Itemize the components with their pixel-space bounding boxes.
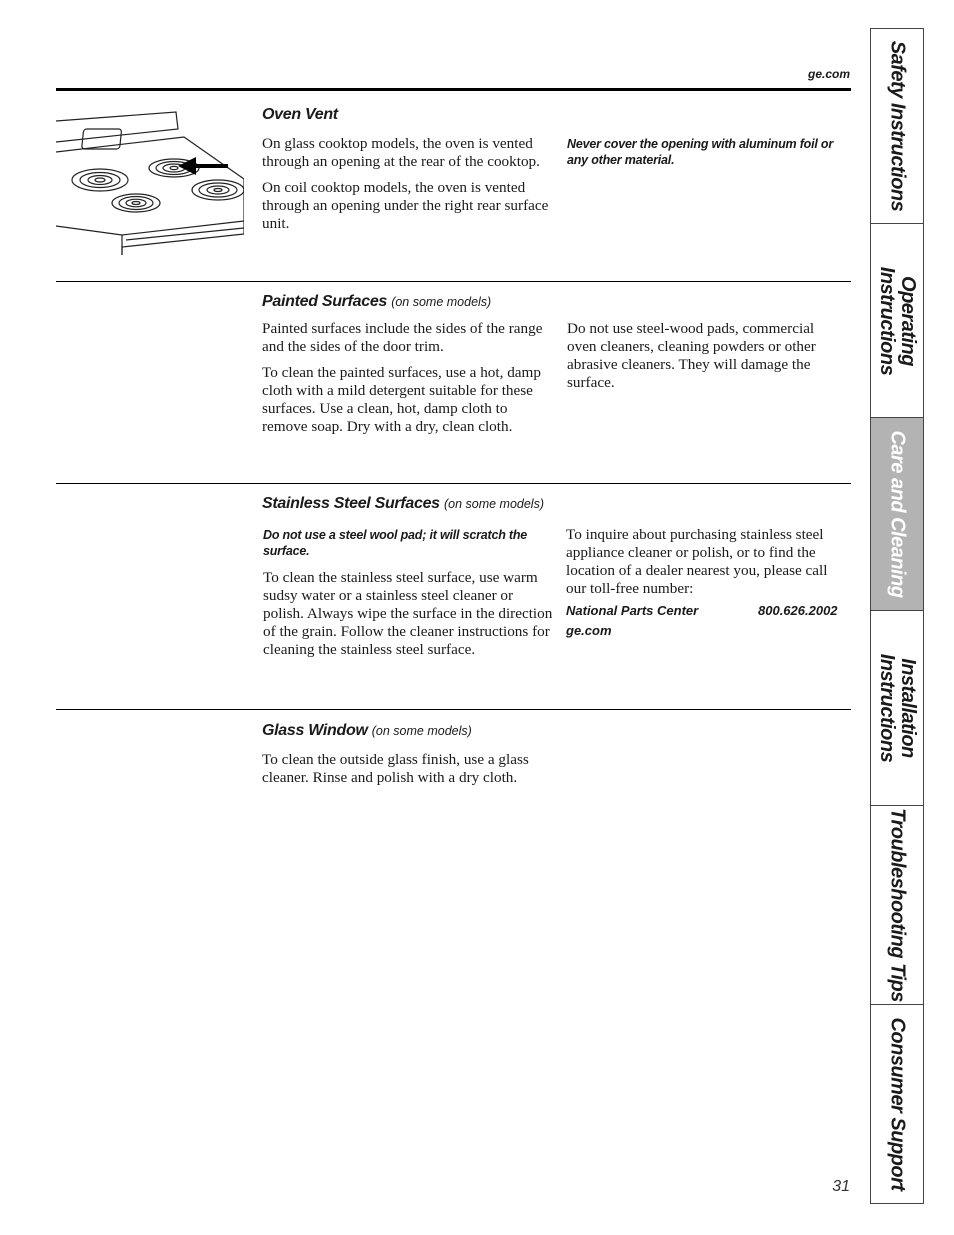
section-divider — [56, 281, 851, 282]
tab-operating-instructions[interactable]: Operating Instructions — [871, 224, 923, 418]
page-number: 31 — [832, 1178, 850, 1195]
header-rule — [56, 88, 851, 91]
tab-troubleshooting-tips[interactable]: Troubleshooting Tips — [871, 806, 923, 1005]
side-navigation-tabs — [870, 28, 924, 1204]
parts-center-web: ge.com — [566, 623, 612, 638]
painted-surfaces-caution: Do not use steel-wood pads, commercial oven cleaners, cleaning powders or other abrasive cleaners. They will damage the surface. — [567, 320, 816, 391]
section-divider — [56, 709, 851, 710]
section-title-stainless-steel: Stainless Steel Surfaces (on some models) — [262, 495, 544, 512]
tab-consumer-support[interactable]: Consumer Support — [886, 1017, 909, 1191]
section-title-oven-vent: Oven Vent — [262, 106, 338, 123]
section-divider — [56, 483, 851, 484]
stainless-steel-inquiry: To inquire about purchasing stainless steel appliance cleaner or polish, or to find the location of a dealer nearest you, please call our toll-free number: — [566, 526, 828, 597]
stainless-steel-right-column — [566, 526, 851, 642]
oven-vent-warning: Never cover the opening with aluminum foil or any other material. — [567, 137, 834, 167]
section-title-glass-window: Glass Window (on some models) — [262, 722, 472, 739]
section-title-painted-surfaces: Painted Surfaces (on some models) — [262, 293, 492, 310]
parts-center-phone: 800.626.2002 — [758, 603, 838, 618]
tab-care-and-cleaning[interactable]: Care and Cleaning — [871, 418, 923, 611]
stainless-steel-instructions: To clean the stainless steel surface, use warm sudsy water or a stainless steel cleaner or polish. Always wipe the surface in the direction of the grain. Follow the cleaner instructions for cleaning the stainless steel surface. — [263, 569, 553, 658]
stainless-steel-warning: Do not use a steel wool pad; it will scratch the surface. — [263, 528, 528, 558]
header-url: ge.com — [807, 67, 850, 81]
tab-installation-instructions[interactable]: Installation Instructions — [871, 611, 923, 806]
stainless-steel-left-column — [263, 527, 553, 667]
parts-center-name: National Parts Center — [566, 603, 699, 618]
painted-surfaces-body: Painted surfaces include the sides of the range and the sides of the door trim. To clean the painted surfaces, use a hot, damp cloth with a mild detergent suitable for these surfaces. Use a clean, hot, damp cloth to remove soap. Dry with a dry, clean cloth. — [262, 320, 543, 435]
tab-safety-instructions[interactable]: Safety Instructions — [871, 29, 923, 224]
oven-vent-body: On glass cooktop models, the oven is vented through an opening at the rear of the cooktop. On coil cooktop models, the oven is vented through an opening under the right rear surface unit. — [262, 135, 549, 232]
parts-center-row — [566, 602, 851, 622]
glass-window-body: To clean the outside glass finish, use a glass cleaner. Rinse and polish with a dry cloth. — [262, 751, 529, 786]
cooktop-vent-illustration — [56, 107, 244, 255]
